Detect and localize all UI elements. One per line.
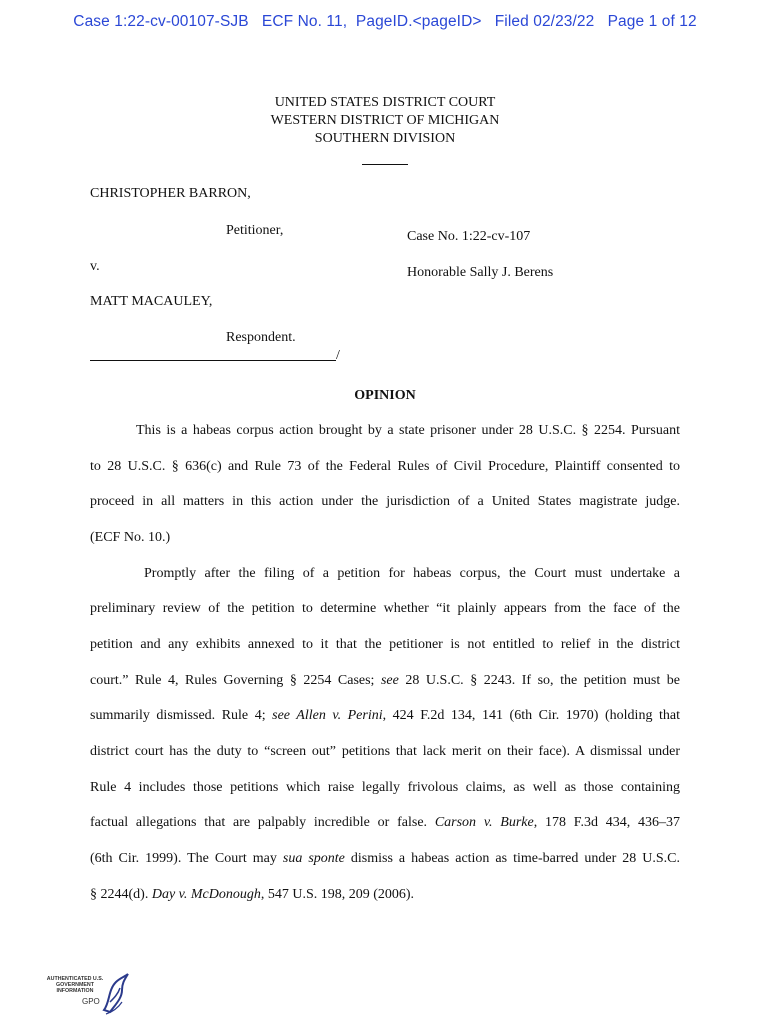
case-citation: Carson v. Burke (434, 815, 534, 830)
paragraph-2-line-7: Rule 4 includes those petitions which raise legally frivolous claims, as well as those containing (90, 780, 680, 795)
eagle-icon (100, 972, 130, 1016)
gpo-seal-label: GPO (82, 997, 100, 1006)
citation-signal: see (380, 673, 399, 688)
respondent-name: MATT MACAULEY, (90, 294, 213, 309)
paragraph-2-line-1: Promptly after the filing of a petition for habeas corpus, the Court must undertake a (144, 566, 680, 581)
case-citation: Day v. McDonough (151, 887, 261, 902)
court-name: UNITED STATES DISTRICT COURT (274, 95, 496, 110)
text-run: § 2244(d). (90, 887, 152, 902)
text-run: factual allegations that are palpably incredible or false. (90, 815, 435, 830)
caption-slash: / (336, 348, 340, 363)
paragraph-2-line-8 (90, 814, 680, 832)
paragraph-2-line-3: petition and any exhibits annexed to it that the petitioner is not entitled to relief in the district (90, 637, 680, 652)
paragraph-2-line-9 (90, 850, 680, 868)
gpo-authentication-seal (44, 972, 134, 1018)
caption-divider (90, 348, 340, 364)
petitioner-role: Petitioner, (226, 223, 284, 238)
text-run: 28 U.S.C. § 2243. If so, the petition must be (398, 673, 680, 688)
paragraph-1-line-2: to 28 U.S.C. § 636(c) and Rule 73 of the Federal Rules of Civil Procedure, Plaintiff consented to (90, 459, 680, 474)
paragraph-2-line-4 (90, 672, 680, 690)
ecf-header-stamp: Case 1:22-cv-00107-SJB ECF No. 11, PageID.<pageID> Filed 02/23/22 Page 1 of 12 (73, 13, 697, 30)
court-division: SOUTHERN DIVISION (314, 131, 456, 146)
text-run: , 424 F.2d 134, 141 (6th Cir. 1970) (holding that (382, 708, 680, 723)
court-caption (0, 94, 770, 165)
paragraph-1-line-3: proceed in all matters in this action under the jurisdiction of a United States magistrate judge. (90, 494, 680, 509)
text-run: summarily dismissed. Rule 4; (90, 708, 273, 723)
paragraph-2-line-5 (90, 707, 680, 725)
paragraph-2-line-2: preliminary review of the petition to determine whether “it plainly appears from the face of the (90, 601, 680, 616)
text-run: dismiss a habeas action as time-barred under 28 U.S.C. (344, 851, 681, 866)
judge-name: Honorable Sally J. Berens (407, 265, 554, 280)
case-citation: see Allen v. Perini (272, 708, 383, 723)
text-run: (6th Cir. 1999). The Court may (90, 851, 283, 866)
case-number: Case No. 1:22-cv-107 (407, 229, 531, 244)
gpo-seal-text: AUTHENTICATED U.S. GOVERNMENT INFORMATION (46, 976, 104, 994)
caption-underline (90, 360, 336, 361)
opinion-heading: OPINION (354, 388, 416, 403)
text-run: , 178 F.3d 434, 436–37 (533, 815, 680, 830)
text-run: , 547 U.S. 198, 209 (2006). (260, 887, 415, 902)
paragraph-1-line-1: This is a habeas corpus action brought by a state prisoner under 28 U.S.C. § 2254. Pursuant (136, 423, 680, 438)
text-run: court.” Rule 4, Rules Governing § 2254 Cases; (90, 673, 381, 688)
latin-phrase: sua sponte (282, 851, 345, 866)
versus-label: v. (90, 259, 100, 274)
paragraph-1-line-4: (ECF No. 10.) (90, 530, 171, 545)
respondent-role: Respondent. (226, 330, 296, 345)
paragraph-2-line-10 (90, 886, 680, 904)
court-district: WESTERN DISTRICT OF MICHIGAN (270, 113, 500, 128)
petitioner-name: CHRISTOPHER BARRON, (90, 186, 251, 201)
paragraph-2-line-6: district court has the duty to “screen out” petitions that lack merit on their face). A dismissal under (90, 744, 680, 759)
court-divider (362, 164, 408, 165)
